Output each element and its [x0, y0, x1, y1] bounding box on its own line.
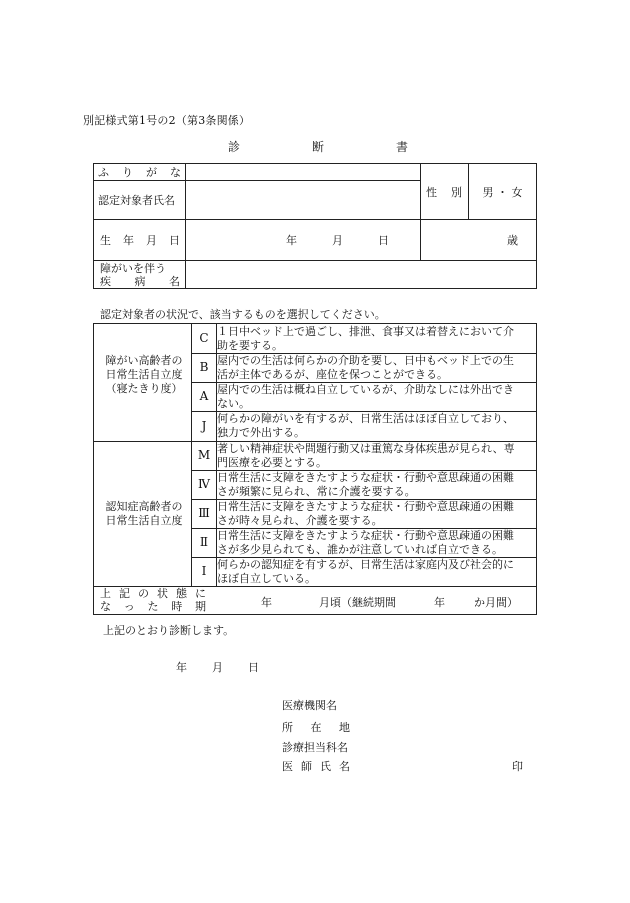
- label-char: 在: [310, 721, 322, 734]
- document-title: [228, 138, 408, 155]
- label-char: 疾: [100, 275, 111, 288]
- label-char: 年: [123, 234, 134, 247]
- title-char: 診: [228, 140, 241, 154]
- label-char: 性: [426, 185, 437, 199]
- desc-line: 日常生活に支障をきたすような症状・行動や意思疎通の困難: [217, 529, 514, 542]
- label-char: 生: [100, 234, 111, 247]
- level-code-m[interactable]: M: [197, 448, 211, 462]
- level-desc-c: [217, 325, 535, 353]
- seal-mark: 印: [512, 760, 523, 773]
- label-char: 日: [169, 234, 180, 247]
- birth-day-unit: 日: [378, 234, 389, 247]
- desc-line: さが多少見られても、誰かが注意していれば自立できる。: [217, 543, 503, 556]
- onset-label: [100, 587, 206, 613]
- label-line: [100, 275, 180, 288]
- desc-line: 何らかの認知症を有するが、日常生活は家庭内及び社会的に: [217, 558, 514, 571]
- level-desc-2: [217, 529, 535, 557]
- label-char: ふ: [98, 166, 109, 179]
- sex-selector[interactable]: 男 ・ 女: [482, 185, 523, 199]
- level-code-4[interactable]: Ⅳ: [198, 477, 210, 491]
- status-table: [93, 323, 537, 615]
- label-line: [100, 600, 206, 613]
- label-char: 病: [134, 275, 146, 288]
- level-code-j[interactable]: J: [201, 419, 207, 433]
- furigana-label: [98, 164, 181, 180]
- name-label: 認定対象者氏名: [98, 194, 175, 207]
- label-line: 日常生活自立度: [105, 368, 183, 381]
- desc-line: 日常生活に支障をきたすような症状・行動や意思疎通の困難: [217, 471, 514, 484]
- level-desc-b: [217, 354, 535, 382]
- level-desc-j: [217, 412, 535, 440]
- desc-line: 助を要する。: [217, 339, 283, 352]
- label-char: 別: [451, 185, 462, 199]
- level-desc-m: [217, 442, 535, 470]
- level-code-a[interactable]: A: [199, 389, 209, 403]
- label-char: 時: [171, 600, 183, 613]
- desc-line: 何らかの障がいを有するが、日常生活はほぼ自立しており、: [217, 412, 514, 425]
- desc-line: 著しい精神症状や問題行動又は重篤な身体疾患が見られ、専: [217, 442, 515, 455]
- date-month-unit: 月: [212, 661, 223, 674]
- label-char: り: [122, 166, 133, 179]
- disease-field[interactable]: [186, 261, 536, 288]
- instruction-text: 認定対象者の状況で、該当するものを選択してください。: [100, 308, 386, 321]
- title-char: 書: [395, 140, 408, 154]
- institution-label: 医療機関名: [282, 699, 337, 712]
- disease-label: [100, 262, 180, 288]
- label-char: 地: [339, 721, 350, 734]
- diagnosis-statement: 上記のとおり診断します。: [103, 624, 235, 637]
- desc-line: 独力で外出する。: [217, 426, 305, 439]
- label-char: た: [147, 600, 159, 613]
- label-char: な: [170, 166, 181, 179]
- duration-month-unit: か月間）: [474, 596, 518, 609]
- desc-line: 屋内での生活は何らかの介助を要し、日中もベッド上での生: [217, 354, 514, 367]
- level-code-2[interactable]: Ⅱ: [199, 535, 209, 549]
- label-char: 態: [176, 587, 187, 600]
- label-char: 医: [282, 760, 293, 773]
- age-field[interactable]: [421, 220, 536, 260]
- label-char: 月: [146, 234, 157, 247]
- label-line: 障がい高齢者の: [105, 354, 183, 367]
- date-day-unit: 日: [248, 661, 259, 674]
- label-char: 所: [282, 721, 293, 734]
- level-desc-4: [217, 471, 535, 499]
- label-char: が: [146, 166, 157, 179]
- title-char: 断: [311, 140, 324, 154]
- address-label: [282, 719, 350, 735]
- birthdate-field[interactable]: [186, 220, 419, 260]
- doctor-name-label: [282, 758, 350, 774]
- level-code-b[interactable]: B: [199, 360, 209, 374]
- disabled-independence-label: [98, 354, 190, 396]
- age-unit: 歳: [507, 234, 518, 247]
- label-char: 名: [169, 275, 180, 288]
- label-line: [100, 587, 206, 600]
- label-char: な: [100, 600, 111, 613]
- label-char: 氏: [320, 760, 331, 773]
- onset-field[interactable]: [216, 587, 536, 614]
- level-desc-a: [217, 383, 535, 411]
- label-char: 期: [195, 600, 206, 613]
- label-line: （寝たきり度）: [105, 382, 183, 395]
- personal-info-table: [93, 163, 537, 289]
- label-char: 名: [339, 760, 350, 773]
- onset-year-unit: 年: [261, 596, 272, 609]
- label-char: 記: [119, 587, 130, 600]
- name-field[interactable]: [186, 181, 419, 218]
- birthdate-label: [100, 220, 180, 260]
- label-line: 障がいを伴う: [100, 262, 166, 275]
- label-line: 日常生活自立度: [105, 514, 183, 527]
- label-char: に: [195, 587, 206, 600]
- sex-label: [426, 164, 462, 219]
- level-code-c[interactable]: C: [199, 331, 209, 345]
- label-char: 師: [301, 760, 312, 773]
- desc-line: 日常生活に支障をきたすような症状・行動や意思疎通の困難: [217, 500, 514, 513]
- furigana-field[interactable]: [186, 165, 419, 179]
- desc-line: １日中ベッド上で過ごし、排泄、食事又は着替えにおいて介: [217, 325, 514, 338]
- level-desc-3: [217, 500, 535, 528]
- desc-line: さが時々見られ、介護を要する。: [217, 514, 383, 527]
- form-reference: 別記様式第1号の2（第3条関係）: [83, 114, 251, 127]
- desc-line: 活が主体であるが、座位を保つことができる。: [217, 368, 448, 381]
- label-char: 上: [100, 587, 111, 600]
- desc-line: ほぼ自立している。: [217, 572, 316, 585]
- dementia-independence-label: [98, 500, 190, 528]
- date-year-unit: 年: [176, 661, 187, 674]
- level-code-3[interactable]: Ⅲ: [198, 506, 210, 520]
- desc-line: さが頻繁に見られ、常に介護を要する。: [217, 485, 416, 498]
- level-code-1[interactable]: Ⅰ: [201, 564, 207, 578]
- birth-year-unit: 年: [286, 234, 297, 247]
- department-label: 診療担当科名: [282, 741, 348, 754]
- onset-month-unit: 月頃（継続期間: [319, 596, 396, 609]
- desc-line: ない。: [217, 397, 250, 410]
- label-char: 状: [157, 587, 168, 600]
- duration-year-unit: 年: [434, 596, 445, 609]
- level-desc-1: [217, 558, 535, 586]
- desc-line: 屋内での生活は概ね自立しているが、介助なしには外出でき: [217, 383, 514, 396]
- label-char: の: [138, 587, 149, 600]
- label-char: っ: [123, 600, 135, 613]
- label-line: 認知症高齢者の: [105, 500, 183, 513]
- desc-line: 門医療を必要とする。: [217, 456, 327, 469]
- birth-month-unit: 月: [332, 234, 343, 247]
